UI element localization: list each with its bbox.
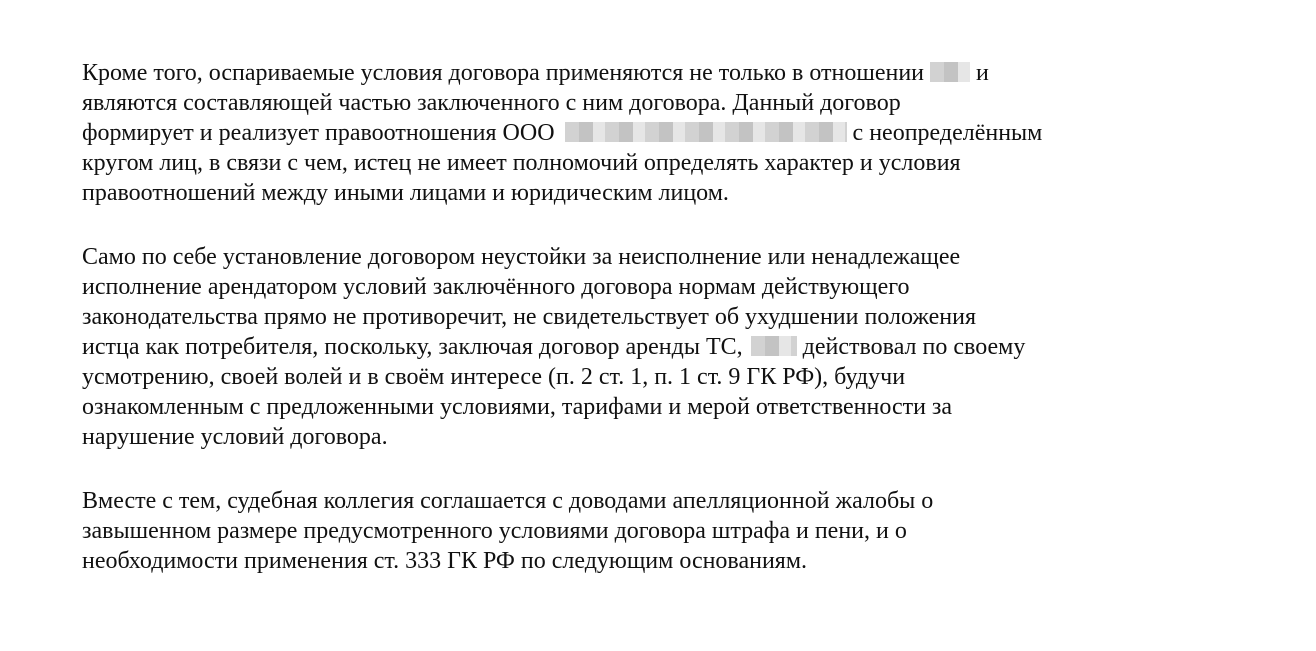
redacted-name — [930, 62, 970, 82]
text-line: законодательства прямо не противоречит, не свидетельствует об ухудшении положения — [82, 304, 977, 330]
paragraph-1 — [82, 58, 1312, 208]
text-line: ознакомленным с предложенными условиями, тарифами и мерой ответственности за — [82, 394, 953, 420]
text-line — [82, 332, 1312, 362]
text-line: Вместе с тем, судебная коллегия соглашается с доводами апелляционной жалобы о — [82, 488, 934, 514]
redacted-name — [751, 336, 797, 356]
text-segment: Кроме того, оспариваемые условия договора применяются не только в отношении — [82, 60, 931, 86]
text-line — [82, 118, 1312, 148]
text-segment: и — [970, 60, 989, 86]
text-line: необходимости применения ст. 333 ГК РФ по следующим основаниям. — [82, 548, 808, 574]
redacted-company-name — [565, 122, 847, 142]
document-body — [82, 58, 1312, 610]
text-segment: формирует и реализует правоотношения ООО — [82, 120, 561, 146]
text-line: правоотношений между иными лицами и юридическим лицом. — [82, 180, 729, 206]
text-line: Само по себе установление договором неустойки за неисполнение или ненадлежащее — [82, 244, 961, 270]
paragraph-3 — [82, 486, 1312, 576]
text-line: нарушение условий договора. — [82, 424, 388, 450]
text-line: исполнение арендатором условий заключённого договора нормам действующего — [82, 274, 910, 300]
paragraph-2 — [82, 242, 1312, 452]
text-line — [82, 58, 1312, 88]
text-line: кругом лиц, в связи с чем, истец не имеет полномочий определять характер и условия — [82, 150, 961, 176]
text-line: являются составляющей частью заключенного с ним договора. Данный договор — [82, 90, 901, 116]
text-segment: истца как потребителя, поскольку, заключая договор аренды ТС, — [82, 334, 749, 360]
text-segment: действовал по своему — [796, 334, 1026, 360]
text-segment: с неопределённым — [846, 120, 1043, 146]
text-line: усмотрению, своей волей и в своём интересе (п. 2 ст. 1, п. 1 ст. 9 ГК РФ), будучи — [82, 364, 906, 390]
text-line: завышенном размере предусмотренного условиями договора штрафа и пени, и о — [82, 518, 907, 544]
